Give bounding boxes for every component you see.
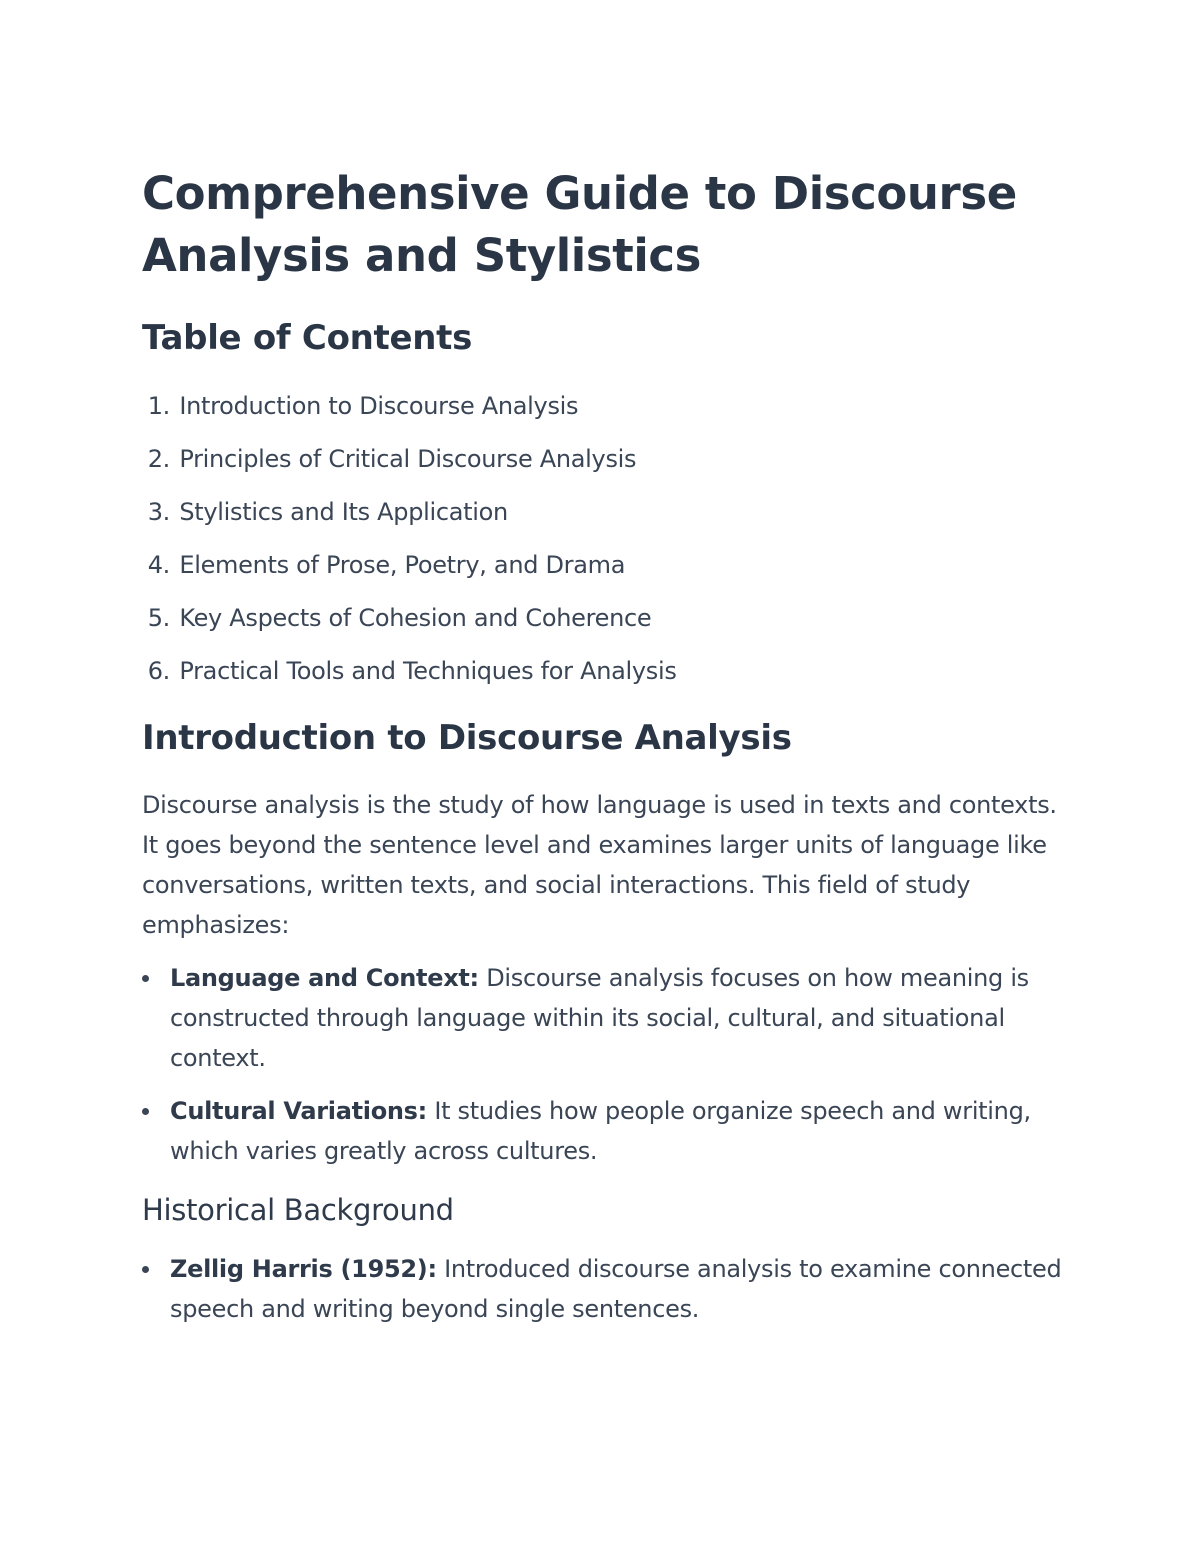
toc-item-label: Practical Tools and Techniques for Analysis xyxy=(179,657,677,685)
toc-item[interactable] xyxy=(142,545,677,598)
intro-paragraph: Discourse analysis is the study of how language is used in texts and contexts. It goes beyond the sentence level and examines larger units of language like conversations, written texts, and social interactions. This field of study emphasizes: xyxy=(142,791,1057,939)
intro-heading: Introduction to Discourse Analysis xyxy=(142,718,792,758)
bullet-text: Introduced discourse analysis to examine connected speech and writing beyond single sentences. xyxy=(170,1255,1062,1323)
toc-item-label: Introduction to Discourse Analysis xyxy=(179,392,579,420)
toc-item[interactable] xyxy=(142,439,677,492)
bullet-dot-icon xyxy=(142,1266,149,1273)
intro-bullet-list xyxy=(142,958,1062,1184)
table-of-contents xyxy=(142,386,677,704)
bullet-term: Cultural Variations: xyxy=(170,1097,427,1125)
toc-item-label: Key Aspects of Cohesion and Coherence xyxy=(179,604,652,632)
bullet-term: Zellig Harris (1952): xyxy=(170,1255,437,1283)
history-bullet-list xyxy=(142,1249,1062,1342)
toc-item[interactable] xyxy=(142,386,677,439)
list-item xyxy=(142,958,1062,1078)
toc-item-number: 2. xyxy=(147,445,170,473)
toc-item-label: Principles of Critical Discourse Analysis xyxy=(179,445,637,473)
toc-item-label: Stylistics and Its Application xyxy=(179,498,508,526)
list-item xyxy=(142,1249,1062,1329)
bullet-text: Discourse analysis focuses on how meaning is constructed through language within its social, cultural, and situational context. xyxy=(170,964,1029,1072)
list-item xyxy=(142,1091,1062,1171)
document-title: Comprehensive Guide to Discourse Analysis and Stylistics xyxy=(142,167,1017,282)
bullet-text: It studies how people organize speech and writing, which varies greatly across cultures. xyxy=(170,1097,1031,1165)
toc-item-number: 1. xyxy=(147,392,170,420)
toc-heading: Table of Contents xyxy=(142,318,473,358)
toc-item-label: Elements of Prose, Poetry, and Drama xyxy=(179,551,626,579)
toc-item[interactable] xyxy=(142,598,677,651)
bullet-dot-icon xyxy=(142,975,149,982)
toc-item-number: 5. xyxy=(147,604,170,632)
toc-item-number: 4. xyxy=(147,551,170,579)
history-heading: Historical Background xyxy=(142,1193,454,1227)
bullet-dot-icon xyxy=(142,1108,149,1115)
toc-item[interactable] xyxy=(142,492,677,545)
toc-item-number: 6. xyxy=(147,657,170,685)
toc-item[interactable] xyxy=(142,651,677,704)
bullet-term: Language and Context: xyxy=(170,964,479,992)
toc-item-number: 3. xyxy=(147,498,170,526)
